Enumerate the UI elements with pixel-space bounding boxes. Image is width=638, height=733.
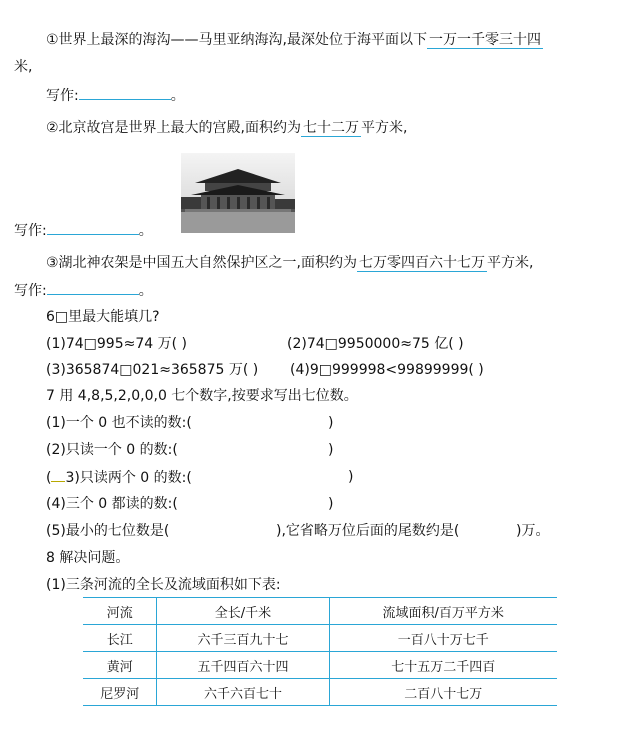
river-table [83, 597, 557, 706]
table-row [83, 625, 557, 652]
table-cell: 七十五万二千四百 [329, 652, 557, 679]
s7-item-5a: (5)最小的七位数是( [46, 523, 170, 539]
s7-item-1-close: ) [328, 415, 334, 431]
q3-answer-blank[interactable] [47, 280, 139, 295]
s6-item-4: (4)9□999998<99899999( ) [290, 362, 484, 378]
q3-line [46, 253, 533, 273]
s6-title: 6□里最大能填几? [46, 309, 160, 325]
s7-item-2-close: ) [328, 442, 334, 458]
q1-period: 。 [170, 88, 185, 104]
q2-line [46, 118, 407, 138]
s7-item-3: 3)只读两个 0 的数:( [65, 470, 192, 486]
q1-text: ①世界上最深的海沟——马里亚纳海沟,最深处位于海平面以下 [46, 32, 427, 48]
q3-text: ③湖北神农架是中国五大自然保护区之一,面积约为 [46, 255, 357, 271]
s7-title: 7 用 4,8,5,2,0,0,0 七个数字,按要求写出七位数。 [46, 388, 358, 404]
s8-subtitle: (1)三条河流的全长及流域面积如下表: [46, 577, 281, 593]
s7-item-4: (4)三个 0 都读的数:( [46, 496, 178, 512]
s6-item-1: (1)74□995≈74 万( ) [46, 336, 187, 352]
q2-text: ②北京故宫是世界上最大的宫殿,面积约为 [46, 120, 301, 136]
s7-item-3-open: ( [46, 470, 52, 486]
s7-item-3-mark [51, 467, 65, 482]
q3-write-label: 写作: [14, 283, 47, 299]
q3-number: 七万零四百六十七万 [359, 255, 485, 271]
q1-write-line [46, 85, 185, 106]
q1-line [46, 30, 543, 50]
table-cell: 二百八十七万 [329, 679, 557, 706]
s7-item-2: (2)只读一个 0 的数:( [46, 442, 178, 458]
table-row [83, 652, 557, 679]
table-header: 流域面积/百万平方米 [329, 598, 557, 625]
q2-write-label: 写作: [14, 223, 47, 239]
q1-write-label: 写作: [46, 88, 79, 104]
q3-unit: 平方米, [487, 255, 534, 271]
q1-number: 一万一千零三十四 [429, 32, 541, 48]
table-header: 全长/千米 [157, 598, 329, 625]
q2-unit: 平方米, [361, 120, 408, 136]
q2-number: 七十二万 [303, 120, 359, 136]
table-cell: 一百八十万七千 [329, 625, 557, 652]
table-cell: 长江 [83, 625, 157, 652]
table-cell: 黄河 [83, 652, 157, 679]
q3-period: 。 [138, 283, 153, 299]
q1-unit: 米, [14, 59, 33, 75]
s7-item-4-close: ) [328, 496, 334, 512]
s7-item-1: (1)一个 0 也不读的数:( [46, 415, 192, 431]
table-header-row [83, 598, 557, 625]
s7-item-5c: )万。 [516, 523, 550, 539]
s8-title: 8 解决问题。 [46, 550, 130, 566]
q1-answer-blank[interactable] [79, 85, 171, 100]
s7-item-3-close: ) [348, 469, 354, 485]
table-row [83, 679, 557, 706]
table-cell: 五千四百六十四 [157, 652, 329, 679]
s7-item-3-line [46, 467, 192, 488]
q3-write-line [14, 280, 153, 301]
q2-answer-blank[interactable] [47, 220, 139, 235]
table-cell: 六千三百九十七 [157, 625, 329, 652]
q2-period: 。 [138, 223, 153, 239]
table-header: 河流 [83, 598, 157, 625]
s6-item-2: (2)74□9950000≈75 亿( ) [287, 336, 464, 352]
palace-photo [181, 153, 295, 233]
table-cell: 尼罗河 [83, 679, 157, 706]
table-cell: 六千六百七十 [157, 679, 329, 706]
s6-item-3: (3)365874□021≈365875 万( ) [46, 362, 259, 378]
s7-item-5b: ),它省略万位后面的尾数约是( [276, 523, 460, 539]
q2-write-line [14, 220, 153, 241]
